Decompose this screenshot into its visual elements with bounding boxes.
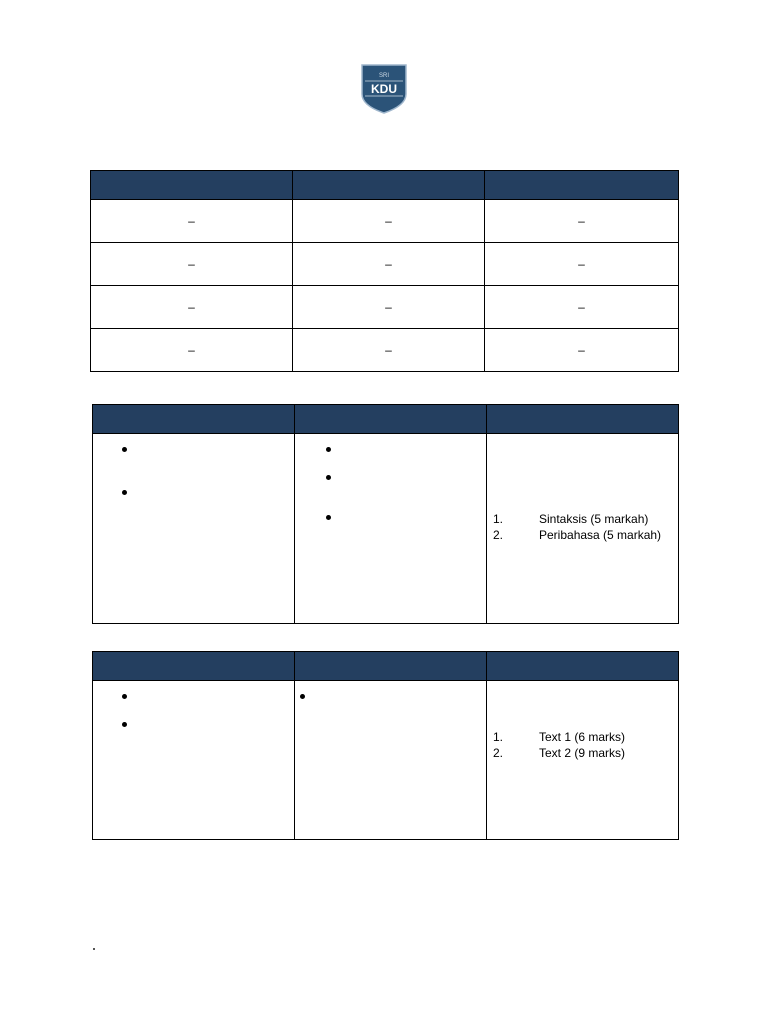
- table-row: [91, 329, 679, 372]
- bullet-list: [122, 690, 294, 732]
- table-cell: –: [485, 200, 679, 243]
- table-row: [93, 434, 679, 624]
- list-item: 1. Text 1 (6 marks): [493, 730, 626, 744]
- list-item: [122, 443, 294, 457]
- table-header-row: [93, 405, 679, 434]
- table-cell: –: [91, 200, 293, 243]
- bullet-list: [122, 443, 294, 500]
- header-cell: [485, 171, 679, 200]
- table-cell: –: [293, 286, 485, 329]
- bullet-list: [300, 690, 486, 704]
- header-cell: [487, 405, 679, 434]
- table-row: [93, 681, 679, 840]
- list-item: [326, 511, 486, 525]
- logo-text: KDU: [371, 82, 397, 96]
- page-mark: [93, 948, 95, 950]
- numbered-list: [487, 511, 678, 543]
- school-logo: [361, 64, 407, 114]
- table-header-row: [91, 171, 679, 200]
- header-cell: [295, 652, 487, 681]
- table-cell: –: [293, 243, 485, 286]
- list-item: [122, 690, 294, 704]
- list-item: [122, 718, 294, 732]
- table-cell: –: [91, 243, 293, 286]
- table-cell: [295, 681, 487, 840]
- table-cell: –: [293, 329, 485, 372]
- header-cell: [91, 171, 293, 200]
- list-item-text: Peribahasa (5 markah): [539, 528, 662, 542]
- list-item: 2. Peribahasa (5 markah): [493, 528, 662, 542]
- table-cell: [487, 681, 679, 840]
- list-item: [300, 690, 486, 704]
- list-item-text: Text 1 (6 marks): [539, 730, 626, 744]
- header-cell: [295, 405, 487, 434]
- list-item: [326, 471, 486, 485]
- table-cell: –: [485, 286, 679, 329]
- header-cell: [487, 652, 679, 681]
- list-item-text: Text 2 (9 marks): [539, 746, 626, 760]
- header-cell: [93, 405, 295, 434]
- table-cell: –: [293, 200, 485, 243]
- header-cell: [293, 171, 485, 200]
- list-item: 2. Text 2 (9 marks): [493, 746, 626, 760]
- logo-subtext: SRI: [378, 73, 390, 79]
- table-cell: [487, 434, 679, 624]
- english-table: [92, 651, 679, 840]
- table-cell: –: [485, 329, 679, 372]
- numbered-list: [487, 729, 678, 761]
- list-item: [122, 486, 294, 500]
- table-cell: –: [91, 286, 293, 329]
- table-row: [91, 243, 679, 286]
- list-item: 1. Sintaksis (5 markah): [493, 512, 649, 526]
- malay-table: [92, 404, 679, 624]
- table-row: [91, 286, 679, 329]
- table-cell: [93, 434, 295, 624]
- table-cell: [93, 681, 295, 840]
- summary-table: [90, 170, 679, 372]
- table-cell: –: [485, 243, 679, 286]
- list-item: [326, 443, 486, 457]
- list-item-text: Sintaksis (5 markah): [539, 512, 649, 526]
- table-header-row: [93, 652, 679, 681]
- table-cell: [295, 434, 487, 624]
- table-row: [91, 200, 679, 243]
- bullet-list: [326, 443, 486, 525]
- table-cell: –: [91, 329, 293, 372]
- header-cell: [93, 652, 295, 681]
